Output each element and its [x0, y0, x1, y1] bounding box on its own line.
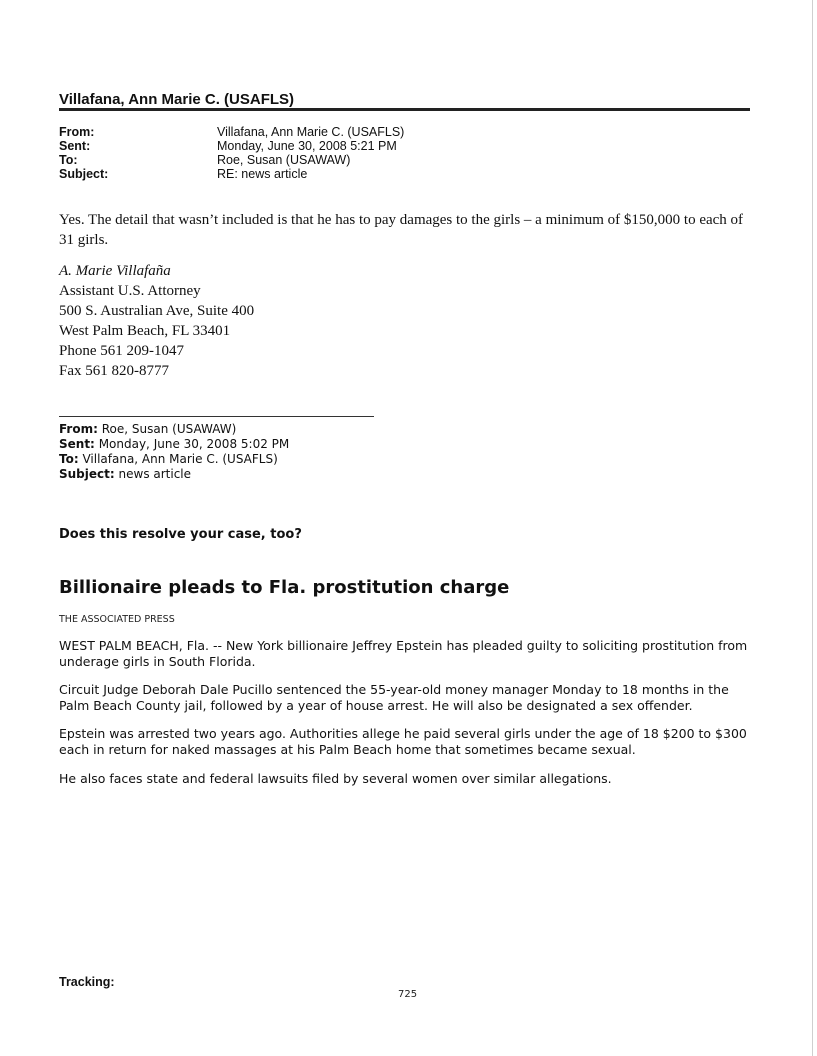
subject-value: RE: news article — [217, 167, 308, 181]
original-sent-label: Sent: — [59, 437, 95, 451]
article-byline: THE ASSOCIATED PRESS — [59, 614, 175, 625]
original-to-line — [59, 452, 278, 466]
original-sent-value: Monday, June 30, 2008 5:02 PM — [98, 437, 290, 451]
original-message-rule — [59, 416, 374, 417]
page-number: 725 — [398, 989, 418, 1000]
from-label: From: — [59, 125, 95, 139]
to-label: To: — [59, 153, 78, 167]
sent-value: Monday, June 30, 2008 5:21 PM — [217, 139, 397, 153]
signature-name: A. Marie Villafaña — [59, 263, 171, 279]
original-to-value: Villafana, Ann Marie C. (USAFLS) — [82, 452, 278, 466]
subject-label: Subject: — [59, 167, 109, 181]
article-paragraph: Epstein was arrested two years ago. Authorities allege he paid several girls under the age of 18 $200 to $300 each in return for naked massages at his Palm Beach home that sometimes became sexual. — [59, 726, 747, 757]
signature-fax: Fax 561 820-8777 — [59, 363, 169, 379]
signature-address-line1: 500 S. Australian Ave, Suite 400 — [59, 303, 255, 319]
original-from-value: Roe, Susan (USAWAW) — [101, 422, 237, 436]
original-subject-line — [59, 467, 191, 481]
article-paragraph: He also faces state and federal lawsuits filed by several women over similar allegations. — [59, 771, 612, 786]
original-from-line — [59, 422, 236, 436]
signature-address-line2: West Palm Beach, FL 33401 — [59, 323, 231, 339]
tracking-label: Tracking: — [59, 975, 115, 989]
sent-label: Sent: — [59, 139, 91, 153]
to-value: Roe, Susan (USAWAW) — [217, 153, 351, 167]
header-rule — [59, 108, 750, 111]
from-value: Villafana, Ann Marie C. (USAFLS) — [217, 125, 405, 139]
original-sent-line — [59, 437, 289, 451]
page-edge-line — [812, 0, 813, 1056]
signature-phone: Phone 561 209-1047 — [59, 343, 184, 359]
sender-name-heading: Villafana, Ann Marie C. (USAFLS) — [59, 91, 295, 108]
original-from-label: From: — [59, 422, 98, 436]
original-subject-value: news article — [118, 467, 192, 481]
article-headline: Billionaire pleads to Fla. prostitution charge — [59, 577, 510, 598]
reply-body: Yes. The detail that wasn’t included is that he has to pay damages to the girls – a minimum of $150,000 to each of 31 girls. — [59, 212, 744, 248]
article-paragraph: WEST PALM BEACH, Fla. -- New York billionaire Jeffrey Epstein has pleaded guilty to soliciting prostitution from underage girls in South Florida. — [59, 638, 748, 669]
signature-title: Assistant U.S. Attorney — [59, 283, 201, 299]
original-to-label: To: — [59, 452, 79, 466]
question-text: Does this resolve your case, too? — [59, 527, 302, 542]
original-subject-label: Subject: — [59, 467, 115, 481]
article-paragraph: Circuit Judge Deborah Dale Pucillo sentenced the 55-year-old money manager Monday to 18 months in the Palm Beach County jail, followed by a year of house arrest. He will also be designated a sex offender. — [59, 682, 729, 713]
